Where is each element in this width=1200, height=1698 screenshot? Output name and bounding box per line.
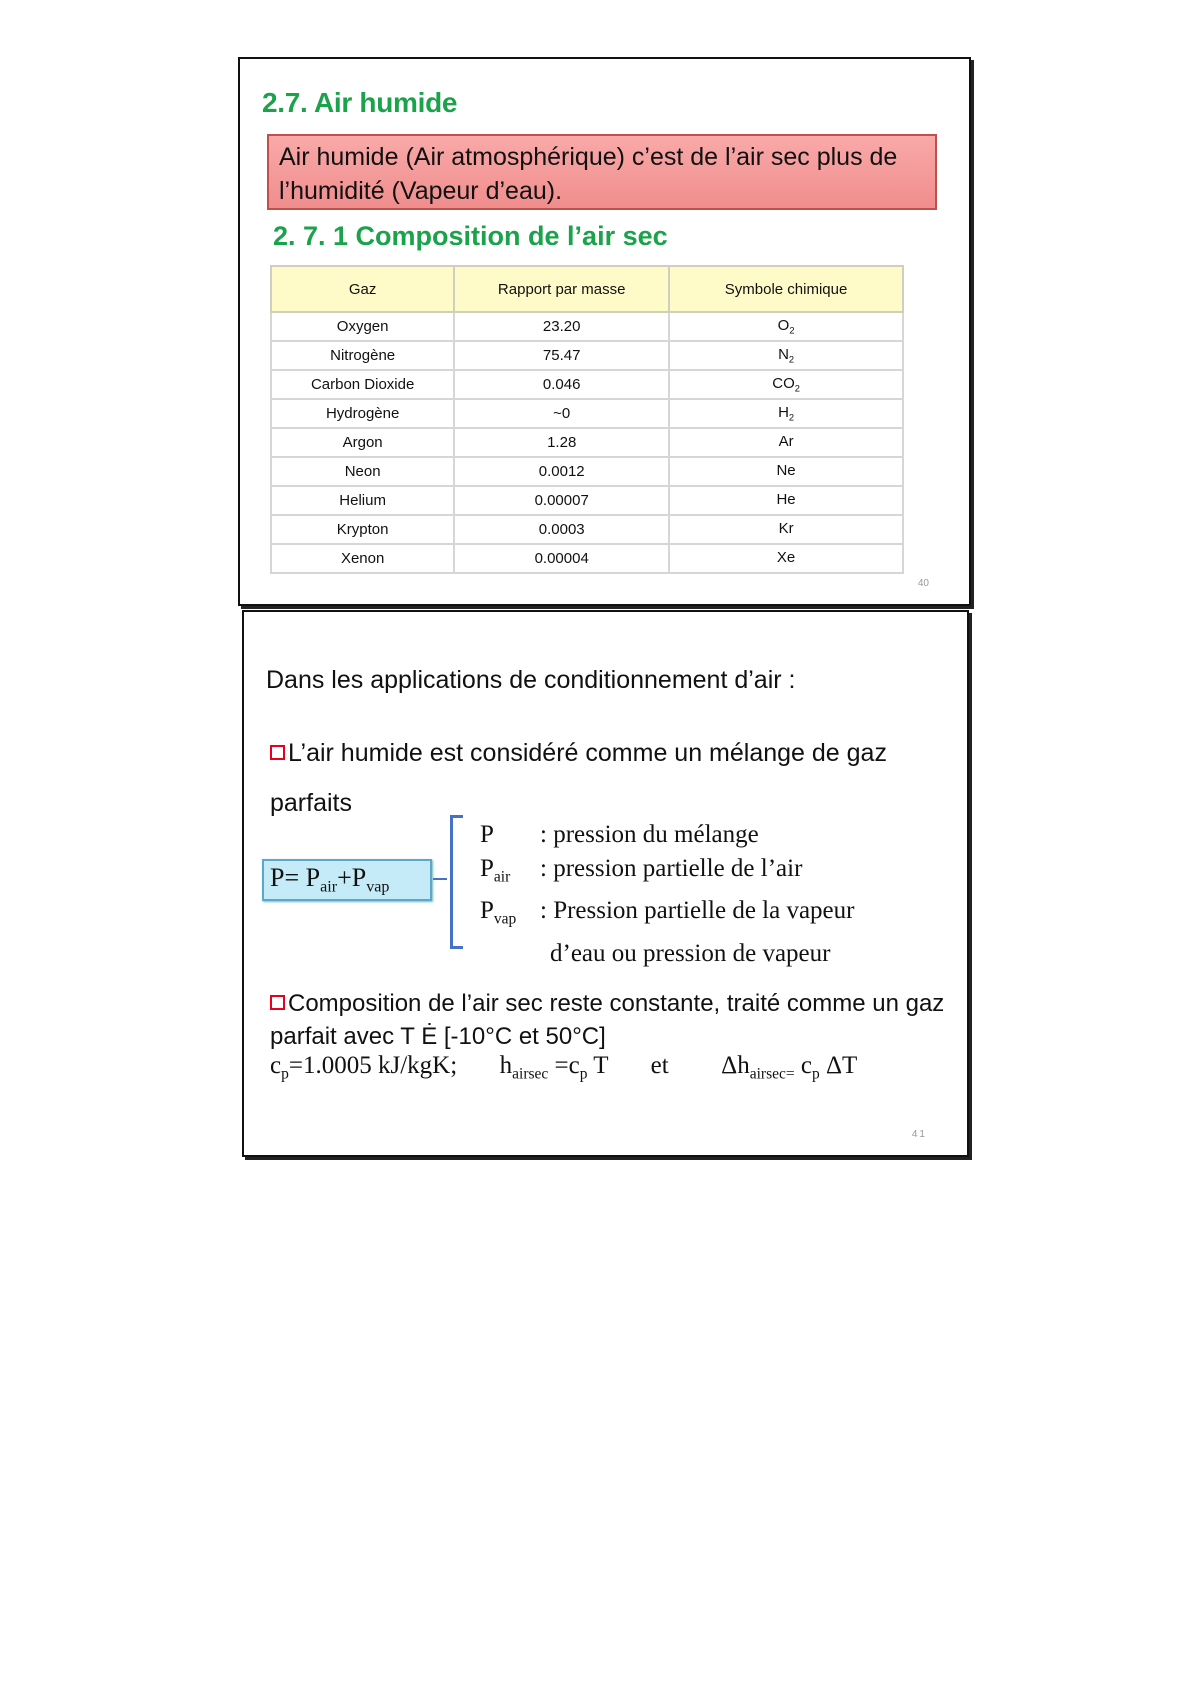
cell-symbol: $O_2$ (669, 312, 903, 341)
eq-plus-p: +P (337, 863, 367, 892)
pressure-definitions (480, 818, 960, 971)
slide-title: 2.7. Air humide (262, 87, 458, 118)
definition-p-air: $P_{air}$ : pression partielle de l’air (480, 855, 803, 886)
eq-p: P= P (270, 863, 321, 892)
enthalpy-formula: $c_p=1.0005$ kJ/kgK; $h_{airsec} =c_p$ T et $\Delta h_{airsec=}$ $c_p$ ΔT (270, 1052, 858, 1083)
cell-ratio: 75.47 (454, 341, 669, 370)
cell-symbol: Xe (669, 544, 903, 573)
cell-gas: Krypton (271, 515, 454, 544)
checkbox-bullet-icon (270, 745, 285, 760)
cell-ratio: 0.0012 (454, 457, 669, 486)
slide-41 (242, 610, 969, 1157)
cell-ratio: 0.00004 (454, 544, 669, 573)
bullet-text: Composition de l’air sec reste constante, traité comme un gaz parfait avec T Ė [-10°C et 50°C] (270, 990, 945, 1050)
bullet-ideal-gas-mixture (270, 728, 930, 828)
table-row (271, 457, 903, 486)
eq-vap-sub: vap (366, 878, 390, 896)
cell-symbol: $H_2$ (669, 399, 903, 428)
checkbox-bullet-icon (270, 995, 285, 1010)
table-row (271, 312, 903, 341)
page-number: 40 (917, 578, 929, 589)
cell-gas: Helium (271, 486, 454, 515)
cell-ratio: 0.0003 (454, 515, 669, 544)
eq-air-sub: air (320, 878, 338, 896)
cell-symbol: Kr (669, 515, 903, 544)
dalton-equation-box (262, 859, 432, 901)
brace-icon (450, 815, 463, 949)
table-row (271, 515, 903, 544)
header-ratio: Rapport par masse (454, 266, 669, 312)
cell-symbol: Ar (669, 428, 903, 457)
intro-text: Dans les applications de conditionnement d’air : (266, 666, 796, 694)
cell-gas: Neon (271, 457, 454, 486)
section-title: 2. 7. 1 Composition de l’air sec (273, 221, 668, 251)
cell-symbol: $N_2$ (669, 341, 903, 370)
bullet-text: L’air humide est considéré comme un mélange de gaz parfaits (270, 739, 887, 817)
table-body (271, 312, 903, 573)
cell-gas: Nitrogène (271, 341, 454, 370)
cell-ratio: ~0 (454, 399, 669, 428)
table-row (271, 486, 903, 515)
composition-table (270, 265, 904, 574)
cell-gas: Argon (271, 428, 454, 457)
definition-p-vap-cont: d’eau ou pression de vapeur (550, 939, 831, 967)
cell-ratio: 23.20 (454, 312, 669, 341)
table-row (271, 428, 903, 457)
table-row (271, 370, 903, 399)
table-row (271, 399, 903, 428)
table-row (271, 544, 903, 573)
cell-ratio: 0.00007 (454, 486, 669, 515)
definition-p: P : pression du mélange (480, 821, 759, 848)
definition-p-vap: $P_{vap}$ : Pression partielle de la vapeur (480, 897, 855, 928)
cell-gas: Oxygen (271, 312, 454, 341)
cell-ratio: 1.28 (454, 428, 669, 457)
cell-symbol: $CO_2$ (669, 370, 903, 399)
connector-line (433, 878, 447, 880)
cell-symbol: Ne (669, 457, 903, 486)
bullet-dry-air-composition (270, 987, 960, 1053)
cell-gas: Xenon (271, 544, 454, 573)
slide-40 (238, 57, 971, 606)
cell-gas: Carbon Dioxide (271, 370, 454, 399)
page-number: 41 (911, 1129, 927, 1140)
definition-box: Air humide (Air atmosphérique) c’est de l’air sec plus de l’humidité (Vapeur d’eau). (267, 134, 937, 210)
table-header-row (271, 266, 903, 312)
cell-symbol: He (669, 486, 903, 515)
header-gas: Gaz (271, 266, 454, 312)
cell-ratio: 0.046 (454, 370, 669, 399)
header-symbol: Symbole chimique (669, 266, 903, 312)
table-row (271, 341, 903, 370)
cell-gas: Hydrogène (271, 399, 454, 428)
